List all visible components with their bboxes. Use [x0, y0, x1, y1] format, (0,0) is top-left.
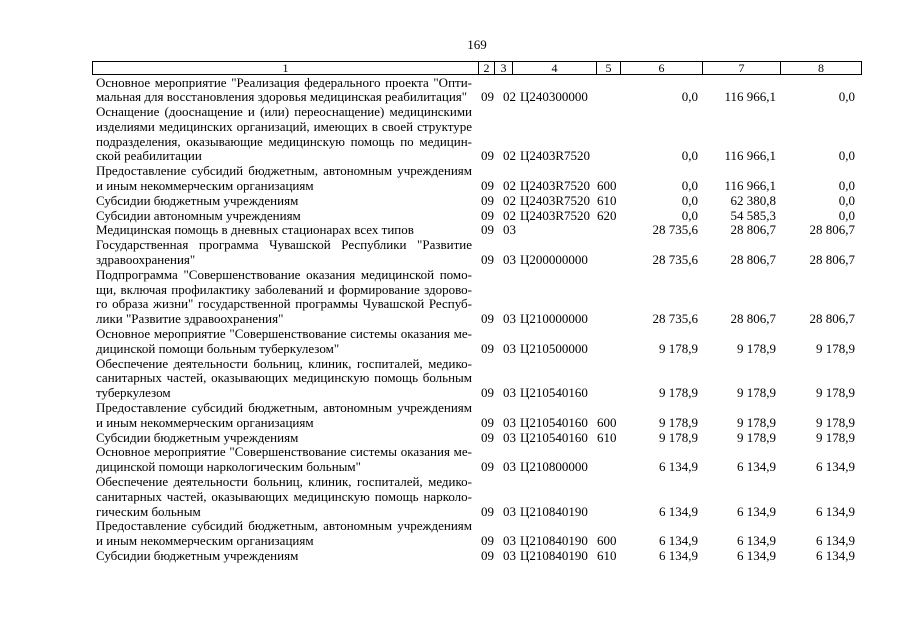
cell-col-7: 54 585,3 [730, 207, 776, 223]
row-name [93, 209, 479, 224]
cell-col-6: 0,0 [681, 148, 698, 164]
cell-col-7: 62 380,8 [730, 192, 776, 208]
cell-col-2: 09 [481, 429, 494, 445]
row-name-line: Основное мероприятие "Реализация федерального проекта "Опти- [96, 74, 472, 90]
cell-col-6: 9 178,9 [659, 340, 698, 356]
row-name [93, 475, 479, 519]
cell-col-7: 28 806,7 [730, 222, 776, 238]
cell-col-4: Ц210000000 [520, 311, 588, 327]
cell-col-8: 6 134,9 [816, 533, 855, 549]
cell-col-8: 6 134,9 [816, 548, 855, 563]
cell-col-2: 09 [481, 503, 494, 519]
row-name-line: Обеспечение деятельности больниц, клиник, госпиталей, медико- [96, 474, 472, 490]
header-col-6: 6 [621, 62, 703, 74]
cell-col-7: 28 806,7 [730, 311, 776, 327]
table-row [93, 357, 861, 401]
cell-col-3: 03 [503, 429, 516, 445]
row-name [93, 105, 479, 164]
cell-col-3: 03 [503, 414, 516, 430]
cell-col-3: 02 [503, 89, 516, 105]
cell-col-6: 28 735,6 [652, 252, 698, 268]
row-name-line: изделиями медицинских организаций, имеющих в своей структуре [96, 118, 472, 134]
table-row [93, 549, 861, 564]
cell-col-4: Ц210500000 [520, 340, 588, 356]
row-name [93, 549, 479, 564]
row-name [93, 401, 479, 431]
cell-col-7: 116 966,1 [724, 148, 776, 164]
table-row [93, 519, 861, 549]
cell-col-5 [597, 460, 621, 475]
cell-col-3: 03 [503, 548, 516, 563]
cell-col-8: 28 806,7 [809, 252, 855, 268]
cell-col-8: 0,0 [838, 192, 855, 208]
row-name-line: и иным некоммерческим организациям [96, 178, 314, 194]
cell-col-5 [597, 312, 621, 327]
row-name [93, 194, 479, 209]
cell-col-2: 09 [481, 252, 494, 268]
table-row [93, 209, 861, 224]
cell-col-3: 03 [503, 503, 516, 519]
cell-col-4: Ц240300000 [520, 89, 588, 105]
row-name-line: Предоставление субсидий бюджетным, автономным учреждениям [96, 163, 472, 179]
cell-col-8: 28 806,7 [809, 222, 855, 238]
cell-col-2: 09 [481, 89, 494, 105]
row-name-line: дицинской помощи наркологическим больным" [96, 459, 361, 475]
row-name [93, 268, 479, 327]
row-name-line: санитарных частей, оказывающих медицинскую помощь нарколо- [96, 488, 472, 504]
cell-col-5: 610 [597, 429, 617, 445]
cell-col-6: 6 134,9 [659, 459, 698, 475]
header-col-4: 4 [513, 62, 597, 74]
table-row [93, 268, 861, 327]
table-row [93, 401, 861, 431]
cell-col-3: 03 [503, 252, 516, 268]
row-name-line: здравоохранения" [96, 252, 196, 268]
cell-col-8: 9 178,9 [816, 340, 855, 356]
row-name-line: санитарных частей, оказывающих медицинскую помощь больным [96, 370, 472, 386]
row-name [93, 519, 479, 549]
cell-col-8: 0,0 [838, 178, 855, 194]
cell-col-5 [597, 149, 621, 164]
cell-col-8: 0,0 [838, 207, 855, 223]
cell-col-2: 09 [481, 192, 494, 208]
cell-col-6: 9 178,9 [659, 385, 698, 401]
table-row [93, 223, 861, 238]
cell-col-6: 0,0 [681, 207, 698, 223]
row-name [93, 431, 479, 446]
cell-col-4: Ц210840190 [520, 503, 588, 519]
row-name-line: Государственная программа Чувашской Республики "Развитие [96, 237, 472, 253]
cell-col-2: 09 [481, 414, 494, 430]
row-name-line: Предоставление субсидий бюджетным, автономным учреждениям [96, 518, 472, 534]
cell-col-3: 02 [503, 178, 516, 194]
cell-col-2: 09 [481, 222, 494, 238]
cell-col-5 [597, 505, 621, 520]
cell-col-4: Ц210540160 [520, 414, 588, 430]
row-name-line: Субсидии бюджетным учреждениям [96, 192, 299, 208]
cell-col-4: Ц210840190 [520, 548, 588, 563]
cell-col-5 [597, 90, 621, 105]
header-col-2: 2 [479, 62, 495, 74]
cell-col-3: 02 [503, 192, 516, 208]
row-name-line: Субсидии бюджетным учреждениям [96, 548, 299, 563]
cell-col-5 [597, 253, 621, 268]
cell-col-4: Ц210540160 [520, 429, 588, 445]
cell-col-3: 03 [503, 311, 516, 327]
cell-col-6: 6 134,9 [659, 548, 698, 563]
page-number: 169 [467, 37, 487, 52]
header-col-3: 3 [495, 62, 513, 74]
cell-col-2: 09 [481, 385, 494, 401]
header-col-5: 5 [597, 62, 621, 74]
cell-col-2: 09 [481, 340, 494, 356]
table-row [93, 105, 861, 164]
row-name [93, 76, 479, 106]
row-name-line: и иным некоммерческим организациям [96, 533, 314, 549]
cell-col-7: 9 178,9 [737, 385, 776, 401]
cell-col-5: 610 [597, 192, 617, 208]
cell-col-7: 116 966,1 [724, 178, 776, 194]
cell-col-4: Ц210540160 [520, 385, 588, 401]
cell-col-5 [597, 342, 621, 357]
cell-col-7: 116 966,1 [724, 89, 776, 105]
cell-col-5: 600 [597, 533, 617, 549]
cell-col-4: Ц2403R7520 [520, 192, 591, 208]
cell-col-5 [597, 223, 621, 238]
row-name [93, 223, 479, 238]
cell-col-8: 0,0 [838, 148, 855, 164]
table-header [92, 61, 862, 75]
table-row [93, 431, 861, 446]
table-row [93, 76, 861, 106]
row-name [93, 357, 479, 401]
table-row [93, 475, 861, 519]
cell-col-3: 03 [503, 222, 516, 238]
cell-col-8: 6 134,9 [816, 459, 855, 475]
row-name [93, 238, 479, 268]
row-name [93, 327, 479, 357]
row-name-line: мальная для восстановления здоровья медицинская реабилитация" [96, 89, 468, 105]
cell-col-7: 9 178,9 [737, 340, 776, 356]
cell-col-7: 6 134,9 [737, 533, 776, 549]
row-name-line: Основное мероприятие "Совершенствование системы оказания ме- [96, 444, 472, 460]
table-row [93, 327, 861, 357]
cell-col-8: 28 806,7 [809, 311, 855, 327]
cell-col-2: 09 [481, 311, 494, 327]
row-name-line: ской реабилитации [96, 148, 202, 164]
row-name-line: гическим больным [96, 503, 201, 519]
cell-col-4: Ц210840190 [520, 533, 588, 549]
row-name-line: Субсидии автономным учреждениям [96, 207, 301, 223]
row-name-line: Субсидии бюджетным учреждениям [96, 429, 299, 445]
cell-col-6: 6 134,9 [659, 503, 698, 519]
cell-col-3: 03 [503, 340, 516, 356]
cell-col-6: 6 134,9 [659, 533, 698, 549]
cell-col-5: 600 [597, 178, 617, 194]
row-name-line: туберкулезом [96, 385, 171, 401]
cell-col-8: 9 178,9 [816, 429, 855, 445]
cell-col-5 [597, 386, 621, 401]
cell-col-8: 0,0 [838, 89, 855, 105]
table-body [93, 76, 861, 564]
header-col-7: 7 [703, 62, 781, 74]
table-row [93, 164, 861, 194]
cell-col-2: 09 [481, 548, 494, 563]
cell-col-6: 28 735,6 [652, 222, 698, 238]
cell-col-6: 0,0 [681, 89, 698, 105]
cell-col-3: 03 [503, 533, 516, 549]
row-name-line: Обеспечение деятельности больниц, клиник, госпиталей, медико- [96, 355, 472, 371]
row-name-line: го образа жизни" государственной программы Чувашской Респуб- [96, 296, 472, 312]
row-name-line: Подпрограмма "Совершенствование оказания медицинской помо- [96, 266, 472, 282]
cell-col-6: 9 178,9 [659, 414, 698, 430]
cell-col-8: 9 178,9 [816, 414, 855, 430]
cell-col-4: Ц200000000 [520, 252, 588, 268]
cell-col-3: 02 [503, 207, 516, 223]
cell-col-5: 620 [597, 207, 617, 223]
cell-col-5: 600 [597, 414, 617, 430]
table-row [93, 238, 861, 268]
row-name [93, 164, 479, 194]
table-row [93, 194, 861, 209]
cell-col-2: 09 [481, 207, 494, 223]
cell-col-7: 6 134,9 [737, 503, 776, 519]
cell-col-7: 28 806,7 [730, 252, 776, 268]
row-name-line: подразделения, оказывающие медицинскую помощь по медицин- [96, 133, 472, 149]
header-col-1: 1 [93, 62, 479, 74]
cell-col-7: 6 134,9 [737, 548, 776, 563]
header-col-8: 8 [818, 61, 824, 75]
row-name-line: Предоставление субсидий бюджетным, автономным учреждениям [96, 400, 472, 416]
row-name-line: щи, включая профилактику заболеваний и формирование здорово- [96, 281, 472, 297]
cell-col-4: Ц2403R7520 [520, 148, 591, 164]
row-name-line: Оснащение (дооснащение и (или) переоснащение) медицинскими [96, 104, 472, 120]
cell-col-4 [513, 223, 597, 238]
table-row [93, 445, 861, 475]
cell-col-4: Ц210800000 [520, 459, 588, 475]
row-name-line: лики "Развитие здравоохранения" [96, 311, 284, 327]
cell-col-3: 03 [503, 459, 516, 475]
row-name-line: Основное мероприятие "Совершенствование системы оказания ме- [96, 326, 472, 342]
row-name [93, 445, 479, 475]
cell-col-3: 03 [503, 385, 516, 401]
row-name-line: Медицинская помощь в дневных стационарах всех типов [96, 222, 414, 238]
row-name-line: дицинской помощи больным туберкулезом" [96, 340, 340, 356]
cell-col-8: 6 134,9 [816, 503, 855, 519]
cell-col-6: 9 178,9 [659, 429, 698, 445]
cell-col-6: 0,0 [681, 192, 698, 208]
cell-col-7: 6 134,9 [737, 459, 776, 475]
cell-col-2: 09 [481, 148, 494, 164]
row-name-line: и иным некоммерческим организациям [96, 414, 314, 430]
cell-col-4: Ц2403R7520 [520, 207, 591, 223]
cell-col-6: 28 735,6 [652, 311, 698, 327]
cell-col-8: 9 178,9 [816, 385, 855, 401]
cell-col-2: 09 [481, 178, 494, 194]
cell-col-5: 610 [597, 548, 617, 563]
cell-col-7: 9 178,9 [737, 429, 776, 445]
cell-col-3: 02 [503, 148, 516, 164]
cell-col-2: 09 [481, 459, 494, 475]
cell-col-4: Ц2403R7520 [520, 178, 591, 194]
cell-col-7: 9 178,9 [737, 414, 776, 430]
cell-col-6: 0,0 [681, 178, 698, 194]
cell-col-2: 09 [481, 533, 494, 549]
